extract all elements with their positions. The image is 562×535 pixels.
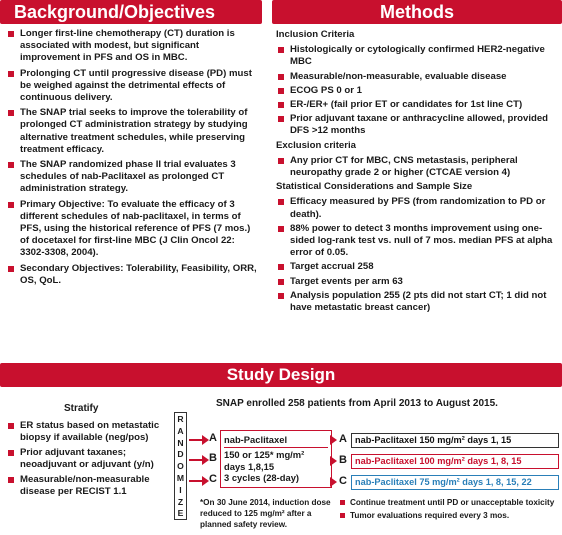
stats-heading: Statistical Considerations and Sample Size xyxy=(276,181,473,193)
exclusion-list xyxy=(276,155,558,179)
background-bullet: Secondary Objectives: Tolerability, Feasibility, ORR, OS, QoL. xyxy=(6,263,258,287)
exclusion-item: Any prior CT for MBC, CNS metastasis, peripheral neuropathy grade 2 or higher (CTCAE version 4) xyxy=(276,155,558,179)
inclusion-heading: Inclusion Criteria xyxy=(276,29,355,40)
background-objectives-banner: Background/Objectives xyxy=(0,0,262,24)
background-list xyxy=(6,28,258,287)
background-bullet: Primary Objective: To evaluate the efficacy of 3 different schedules of nab-paclitaxel, in terms of PFS, using the historical reference of PFS (7 mos.) of docetaxel for first-line MBC (J Clin Oncol 22: 3302-3308, 2004). xyxy=(6,199,258,260)
regimen-b-box: nab-Paclitaxel 100 mg/m² days 1, 8, 15 xyxy=(351,454,559,469)
background-bullet: The SNAP trial seeks to improve the tolerability of prolonged CT administration strategy by studying alternative treatment schedules, while preserving treatment efficacy. xyxy=(6,107,258,156)
background-bullet: The SNAP randomized phase II trial evaluates 3 schedules of nab-Paclitaxel as prolonged CT administration strategy. xyxy=(6,159,258,196)
stratify-item: Prior adjuvant taxanes; neoadjuvant or adjuvant (y/n) xyxy=(6,447,178,471)
regimen-c-box: nab-Paclitaxel 75 mg/m² days 1, 8, 15, 22 xyxy=(351,475,559,490)
induction-days: days 1,8,15 xyxy=(224,460,275,472)
arrow-right-icon xyxy=(189,476,209,486)
inclusion-item: Measurable/non-measurable, evaluable disease xyxy=(276,71,558,83)
arrow-right-icon xyxy=(189,455,209,465)
inclusion-item: Histologically or cytologically confirmed HER2-negative MBC xyxy=(276,44,558,68)
arrow-right-icon xyxy=(333,477,337,487)
randomize-letter: M xyxy=(176,472,185,483)
inclusion-item: ER-/ER+ (fail prior ET or candidates for 1st line CT) xyxy=(276,99,558,111)
background-section xyxy=(6,28,258,290)
randomize-letter: D xyxy=(177,449,184,460)
stratify-item: Measurable/non-measurable disease per RECIST 1.1 xyxy=(6,474,178,498)
treatment-note: Tumor evaluations required every 3 mos. xyxy=(340,510,560,521)
stats-item: Analysis population 255 (2 pts did not start CT; 1 did not have metastatic breast cancer) xyxy=(276,290,558,314)
randomize-letter: O xyxy=(177,461,184,472)
treatment-notes xyxy=(340,497,560,523)
methods-section xyxy=(276,28,558,316)
induction-dose: 150 or 125* mg/m² xyxy=(224,447,328,461)
maint-arm-label-a: A xyxy=(339,433,347,445)
randomize-letter: Z xyxy=(177,496,184,507)
regimen-a-box: nab-Paclitaxel 150 mg/m² days 1, 15 xyxy=(351,433,559,448)
randomize-letter: N xyxy=(177,437,184,448)
treatment-note: Continue treatment until PD or unacceptable toxicity xyxy=(340,497,560,508)
inclusion-item: ECOG PS 0 or 1 xyxy=(276,85,558,97)
stats-item: Target accrual 258 xyxy=(276,261,558,273)
inclusion-list xyxy=(276,44,558,137)
stratify-list xyxy=(6,420,178,501)
dose-reduction-footnote: *On 30 June 2014, induction dose reduced to 125 mg/m² after a planned safety review. xyxy=(200,498,331,529)
background-bullet: Prolonging CT until progressive disease (PD) must be weighed against the detrimental effects of continuous delivery. xyxy=(6,68,258,105)
stats-item: Efficacy measured by PFS (from randomization to PD or death). xyxy=(276,196,558,220)
stats-item: Target events per arm 63 xyxy=(276,276,558,288)
maint-arm-label-b: B xyxy=(339,454,347,466)
methods-banner: Methods xyxy=(272,0,562,24)
randomize-letter: A xyxy=(177,425,184,436)
enrollment-statement: SNAP enrolled 258 patients from April 2013 to August 2015. xyxy=(216,398,498,409)
stratify-heading: Stratify xyxy=(64,403,99,414)
randomize-letter: R xyxy=(177,414,184,424)
stats-list xyxy=(276,196,558,314)
inclusion-item: Prior adjuvant taxane or anthracycline allowed, provided DFS >12 months xyxy=(276,113,558,137)
induction-box xyxy=(220,430,332,488)
maint-arm-label-c: C xyxy=(339,475,347,487)
randomize-letter: I xyxy=(179,484,182,495)
study-design-banner: Study Design xyxy=(0,363,562,387)
stats-item: 88% power to detect 3 months improvement using one-sided log-rank test vs. null of 7 mos. median PFS at alpha error of 0.05. xyxy=(276,223,558,260)
arm-label-c: C xyxy=(209,473,217,485)
randomize-letter: E xyxy=(177,508,184,519)
arm-label-b: B xyxy=(209,452,217,464)
exclusion-heading: Exclusion criteria xyxy=(276,139,356,151)
arrow-right-icon xyxy=(189,435,209,445)
background-bullet: Longer first-line chemotherapy (CT) duration is associated with modest, but significant improvement in PFS and OS in MBC. xyxy=(6,28,258,65)
induction-cycles: 3 cycles (28-day) xyxy=(224,472,300,484)
arrow-right-icon xyxy=(333,435,337,445)
stratify-item: ER status based on metastatic biopsy if available (neg/pos) xyxy=(6,420,178,444)
arrow-right-icon xyxy=(333,456,337,466)
randomize-box xyxy=(174,412,187,520)
arm-label-a: A xyxy=(209,432,217,444)
induction-drug: nab-Paclitaxel xyxy=(224,434,288,445)
